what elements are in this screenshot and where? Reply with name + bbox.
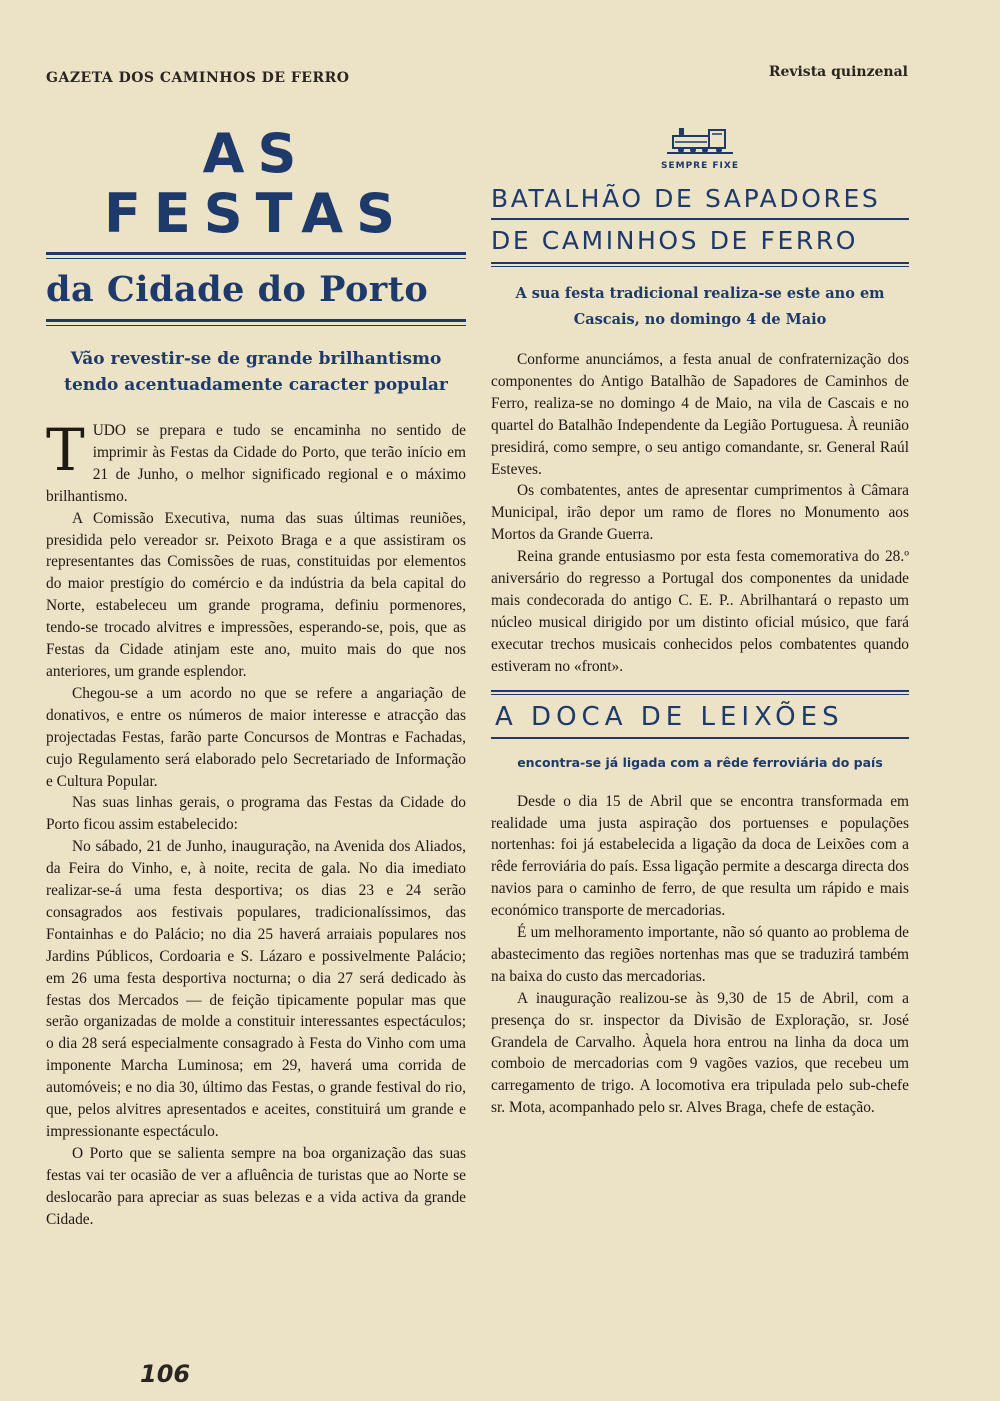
paragraph: Reina grande entusiasmo por esta festa comemorativa do 28.º aniversário do regresso a Portugal dos componentes da unidade mais condecorada do antigo C. E. P.. Abrilhantará o repasto um núcleo musical dirigido por um distinto oficial músico, que fará executar trechos musicais conhecidos pelos combatentes quando estiveram no «front».: [491, 548, 909, 675]
paragraph: É um melhoramento importante, não só quanto ao problema de abastecimento das regiões nortenhas mas que se traduzirá também na baixa do custo das mercadorias.: [491, 924, 909, 985]
leixoes-kicker: encontra-se já ligada com a rêde ferroviária do país: [517, 754, 883, 770]
title-divider: [46, 252, 466, 259]
article-kicker: Vão revestir-se de grande brilhantismo tendo acentuadamente caracter popular: [64, 349, 448, 395]
paragraph: A Comissão Executiva, numa das suas últimas reuniões, presidida pelo vereador sr. Peixoto Braga e a que assistiram os representantes das Comissões de ruas, constituidas por elementos do maior prestígio do comércio e da indústria da bela capital do Norte, estabeleceu um grande programa, definiu pormenores, tendo-se trocado alvitres e impressões, esperando-se, pois, que as Festas da Cidade atinjam este ano, muito mais do que nos anteriores, um grande esplendor.: [46, 509, 466, 680]
publication-title: GAZETA DOS CAMINHOS DE FERRO: [46, 70, 350, 86]
paragraph: No sábado, 21 de Junho, inauguração, na Avenida dos Aliados, da Feira do Vinho, e, à noite, recita de gala. No dia imediato realizar-se-á uma festa desportiva; os dias 23 e 24 serão consagrados aos festivais populares, tradicionalíssimos, das Fontainhas e do Palácio; no dia 25 haverá arraiais populares nos Jardins Públicos, Cordoaria e S. Lázaro e possivelmente Palácio; em 26 uma festa desportiva nocturna; o dia 27 será dedicado às festas dos Mercados — de feição tipicamente popular mas que serão organizadas de molde a constituir interessantes espectáculos; o dia 28 será especialmente consagrado à Festa do Vinho com uma imponente Marcha Luminosa; em 29, haverá uma corrida de automóveis; e no dia 30, último das Festas, o grande festival do rio, que, pelos alvitres apresentados e aceites, constituirá um grande e impressionante espectáculo.: [46, 838, 466, 1140]
battalion-title-line1: BATALHÃO DE SAPADORES: [491, 184, 881, 213]
logo-motto: SEMPRE FIXE: [661, 161, 739, 171]
title-divider: [491, 218, 909, 220]
subtitle-divider: [46, 319, 466, 326]
battalion-title-line2: DE CAMINHOS DE FERRO: [491, 226, 859, 255]
paragraph-text: UDO se prepara e tudo se encaminha no sentido de imprimir às Festas da Cidade do Porto, que terão início em 21 de Junho, o melhor significado regional e o máximo brilhantismo.: [46, 422, 466, 505]
battalion-kicker: A sua festa tradicional realiza-se este ano em Cascais, no domingo 4 de Maio: [515, 285, 885, 328]
paragraph: A inauguração realizou-se às 9,30 de 15 de Abril, com a presença do sr. inspector da Divisão de Exploração, sr. José Grandela de Carvalho. Àquela hora entrou na linha da doca um comboio de mercadorias com 9 vagões vazios, que recebeu um carregamento de trigo. A locomotiva era tripulada pelo sub-chefe sr. Mota, acompanhado pelo sr. Alves Braga, chefe de estação.: [491, 989, 909, 1117]
paragraph: Desde o dia 15 de Abril que se encontra transformada em realidade uma justa aspiração dos portuenses e populações nortenhas: foi já estabelecida a ligação da doca de Leixões com a rêde ferroviária do país. Essa ligação permite a descarga directa dos navios para o caminho de ferro, de que resulta um rápido e mais económico transporte de mercadorias.: [491, 792, 909, 920]
paragraph: Os combatentes, antes de apresentar cumprimentos à Câmara Municipal, irão depor um ramo de flores no Monumento aos Mortos da Grande Guerra.: [491, 482, 909, 544]
right-column: [491, 124, 909, 1119]
paragraph: Nas suas linhas gerais, o programa das Festas da Cidade do Porto ficou assim estabelecido:: [46, 794, 466, 834]
battalion-logo: [491, 124, 909, 176]
publication-frequency: Revista quinzenal: [768, 64, 908, 80]
article-body: [46, 416, 466, 1231]
battalion-body: [491, 349, 909, 678]
paragraph: Chegou-se a um acordo no que se refere a angariação de donativos, e entre os números de maior interesse e atracção das projectadas Festas, farão parte Concursos de Montras e Fachadas, cujo Regulamento será elaborado pelo Secretariado de Informação e Cultura Popular.: [46, 684, 466, 790]
title-divider: [491, 737, 909, 739]
article-title: AS FESTAS: [104, 122, 408, 245]
locomotive-icon: [665, 124, 735, 156]
section-divider: [491, 690, 909, 695]
article-subtitle: da Cidade do Porto: [46, 269, 429, 310]
leixoes-body: [491, 791, 909, 1120]
page-number: 106: [140, 1360, 191, 1388]
paragraph: O Porto que se salienta sempre na boa organização das suas festas vai ter ocasião de ver a afluência de turistas que ao Norte se deslocarão para apreciar as suas belezas e a vida activa da grande Cidade.: [46, 1144, 466, 1228]
paragraph: Conforme anunciámos, a festa anual de confraternização dos componentes do Antigo Batalhão de Sapadores de Caminhos de Ferro, realiza-se no domingo 4 de Maio, na vila de Cascais e no quartel do Batalhão Independente da Legião Portuguesa. À reunião presidirá, como sempre, o seu antigo comandante, sr. General Raúl Esteves.: [491, 351, 909, 478]
drop-cap: T: [46, 416, 85, 484]
title-divider: [491, 262, 909, 267]
leixoes-title: A DOCA DE LEIXÕES: [495, 701, 844, 732]
left-column: [46, 118, 466, 1231]
paragraph: [46, 416, 466, 508]
